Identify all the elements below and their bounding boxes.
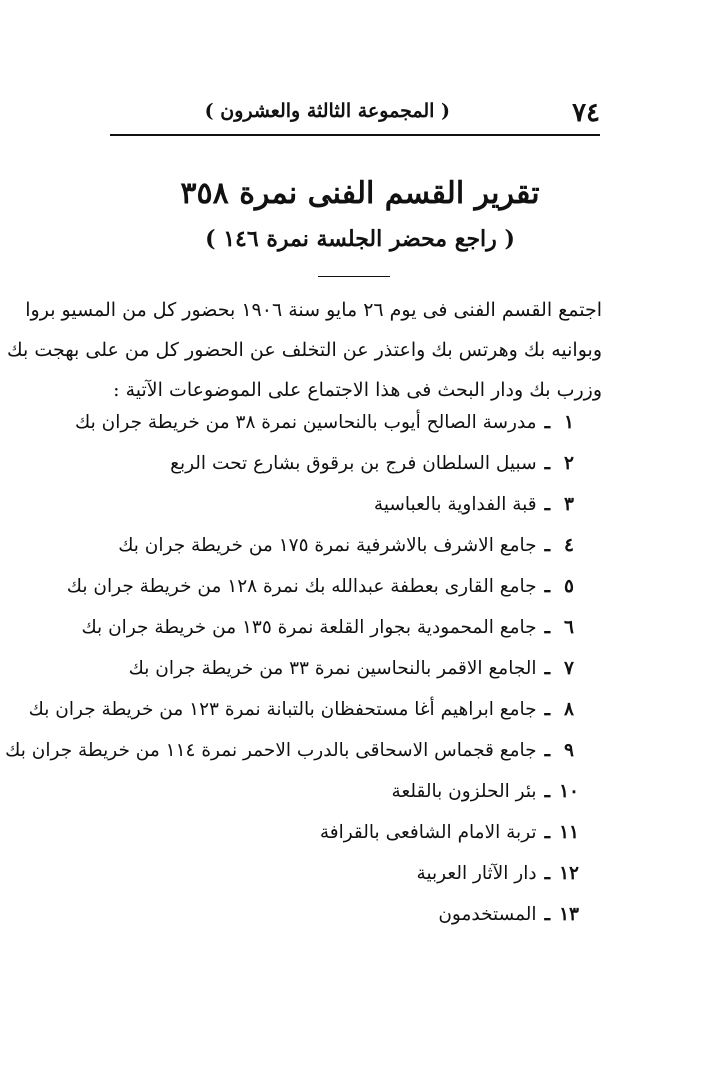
item-dash: ـ [544,863,550,884]
intro-paragraph [7,290,602,410]
report-subtitle: ( راجع محضر الجلسة نمرة ١٤٦ ) [205,226,515,252]
item-dash: ـ [544,781,550,802]
item-number: ١٣ [559,904,579,925]
list-item [100,525,580,566]
item-dash: ـ [544,412,550,433]
item-text: المستخدمون [438,904,537,925]
topics-list [5,402,580,935]
item-dash: ـ [544,740,550,761]
list-item [100,443,580,484]
page-number: ٧٤ [572,98,600,128]
intro-line: وزرب بك ودار البحث فى هذا الاجتماع على الموضوعات الآتية : [113,379,602,401]
list-item [100,853,580,894]
intro-line: اجتمع القسم الفنى فى يوم ٢٦ مايو سنة ١٩٠٦ بحضور كل من المسيو بروا [25,299,602,321]
list-item [75,402,580,443]
item-text: سبيل السلطان فرج بن برقوق بشارع تحت الربع [170,453,537,474]
item-number: ١ [564,412,574,433]
item-text: بئر الحلزون بالقلعة [391,781,537,802]
running-title: ( المجموعة الثالثة والعشرون ) [204,100,450,122]
item-text: الجامع الاقمر بالنحاسين نمرة ٣٣ من خريطة جران بك [128,658,537,679]
item-number: ٤ [564,535,574,556]
item-dash: ـ [544,904,550,925]
item-text: جامع الاشرف بالاشرفية نمرة ١٧٥ من خريطة جران بك [118,535,537,556]
header-divider [110,134,600,136]
item-number: ٧ [564,658,574,679]
item-dash: ـ [544,658,550,679]
item-number: ١٠ [559,781,579,802]
item-number: ١١ [559,822,579,843]
item-dash: ـ [544,535,550,556]
item-dash: ـ [544,576,550,597]
list-item [100,771,580,812]
item-number: ٣ [564,494,574,515]
item-number: ١٢ [559,863,579,884]
item-text: دار الآثار العربية [416,863,537,884]
page-header [110,96,600,136]
item-dash: ـ [544,494,550,515]
item-text: جامع المحمودية بجوار القلعة نمرة ١٣٥ من خريطة جران بك [81,617,537,638]
title-divider [318,276,390,277]
item-dash: ـ [544,617,550,638]
list-item [5,730,580,771]
item-text: تربة الامام الشافعى بالقرافة [319,822,537,843]
item-number: ٨ [564,699,574,720]
item-number: ٦ [564,617,574,638]
list-item [100,894,580,935]
item-text: جامع قجماس الاسحاقى بالدرب الاحمر نمرة ١١٤ من خريطة جران بك [5,740,537,761]
list-item [28,689,580,730]
list-item [81,607,580,648]
item-text: قبة الفداوية بالعباسية [373,494,537,515]
item-number: ٩ [564,740,574,761]
item-number: ٥ [564,576,574,597]
item-dash: ـ [544,822,550,843]
item-text: جامع ابراهيم أغا مستحفظان بالتبانة نمرة ١٢٣ من خريطة جران بك [28,699,537,720]
list-item [66,566,580,607]
list-item [100,484,580,525]
list-item [100,648,580,689]
item-dash: ـ [544,699,550,720]
report-title: تقرير القسم الفنى نمرة ٣٥٨ [180,176,540,211]
list-item [100,812,580,853]
item-number: ٢ [564,453,574,474]
item-text: جامع القارى بعطفة عبدالله بك نمرة ١٢٨ من خريطة جران بك [66,576,537,597]
item-text: مدرسة الصالح أيوب بالنحاسين نمرة ٣٨ من خريطة جران بك [75,412,537,433]
item-dash: ـ [544,453,550,474]
intro-line: وبوانيه بك وهرتس بك واعتذر عن التخلف عن الحضور كل من على بهجت بك [7,339,602,361]
